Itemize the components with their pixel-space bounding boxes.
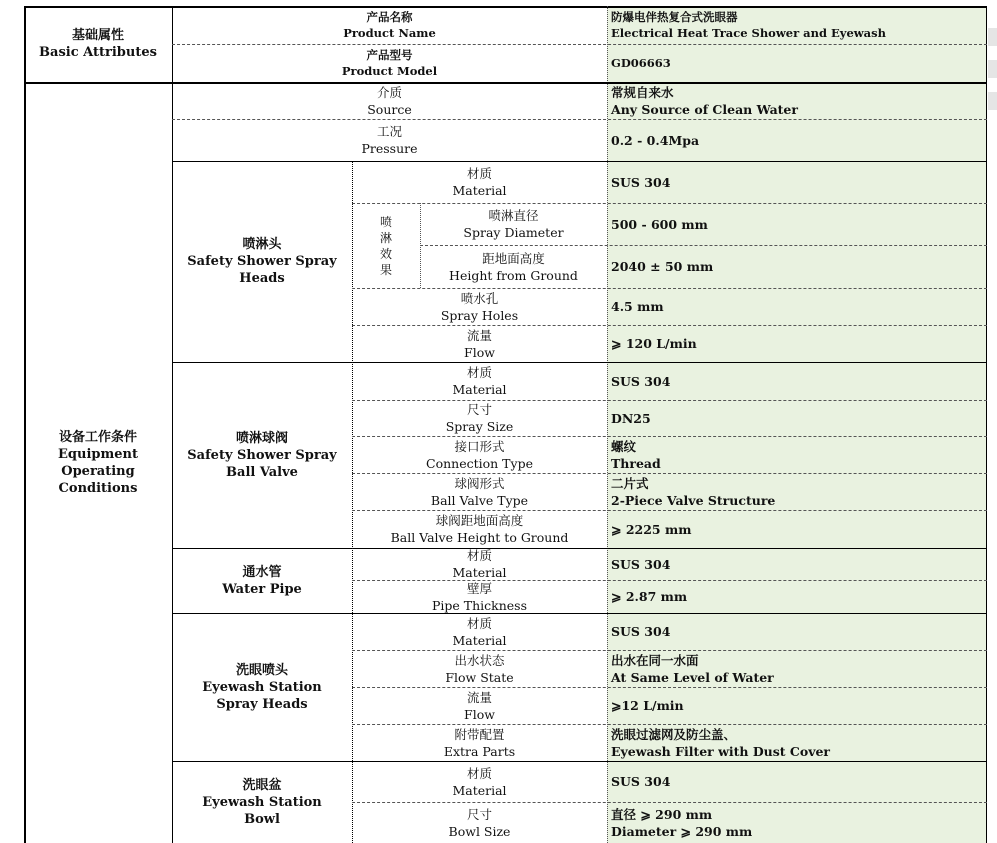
group-label-en-line: Spray Heads — [216, 696, 308, 712]
value-en: At Same Level of Water — [611, 669, 774, 685]
label-bowl-size — [352, 802, 607, 843]
group-label-en-line: Conditions — [58, 480, 138, 496]
group-eyewash-bowl — [172, 761, 352, 843]
table-border — [24, 6, 987, 8]
value-en: Any Source of Clean Water — [611, 101, 798, 117]
label-zh: 材质 — [466, 166, 492, 181]
group-label-en-line: Ball Valve — [226, 464, 298, 480]
group-label-en-line: Bowl — [244, 811, 280, 827]
value-valve-height — [607, 510, 987, 548]
label-en: Ball Valve Type — [430, 492, 529, 508]
value-pipe-thickness — [607, 580, 987, 613]
column-divider — [352, 161, 353, 843]
label-zh: 产品名称 — [366, 10, 413, 24]
group-ball-valve — [172, 362, 352, 548]
group-label-en-line: Eyewash Station — [202, 794, 322, 810]
label-en: Material — [452, 183, 507, 198]
column-divider — [607, 6, 608, 843]
label-en: Bowl Size — [448, 823, 511, 839]
label-en: Material — [452, 782, 507, 798]
effect-char: 果 — [379, 262, 392, 277]
row-divider — [352, 650, 987, 651]
label-zh: 附带配置 — [454, 726, 505, 742]
label-en: Flow — [464, 344, 495, 360]
group-basic-attributes — [24, 6, 172, 82]
group-label-en-line: Eyewash Station — [202, 679, 322, 695]
value-en: 2-Piece Valve Structure — [611, 492, 776, 508]
value-zh: 螺纹 — [611, 438, 637, 454]
label-en: Product Model — [341, 64, 438, 78]
value-shower-height — [607, 245, 987, 288]
group-water-pipe — [172, 548, 352, 613]
table-border — [986, 6, 987, 843]
label-valve-material — [352, 362, 607, 400]
label-valve-size — [352, 400, 607, 436]
label-zh: 材质 — [466, 765, 492, 781]
row-divider — [172, 44, 987, 45]
group-label-zh: 洗眼盆 — [242, 777, 282, 793]
value: 2040 ± 50 mm — [611, 259, 714, 274]
value: ⩾ 120 L/min — [611, 336, 697, 351]
value-bowl-size — [607, 802, 987, 843]
label-zh: 流量 — [466, 689, 492, 705]
row-divider — [352, 203, 987, 204]
label-spray-holes — [352, 288, 607, 325]
value-zh: 防爆电伴热复合式洗眼器 — [611, 10, 738, 24]
group-label-en-line: Safety Shower Spray — [187, 447, 337, 463]
value: SUS 304 — [611, 373, 671, 389]
value-spray-diameter — [607, 203, 987, 245]
group-eyewash-heads — [172, 613, 352, 761]
label-en: Material — [452, 632, 507, 648]
label-en: Source — [367, 101, 412, 117]
group-label-en-line: Equipment — [58, 446, 138, 462]
label-en: Material — [452, 565, 507, 580]
value-zh: 出水在同一水面 — [611, 652, 699, 668]
label-en: Pipe Thickness — [431, 597, 528, 613]
label-eyewash-flow — [352, 687, 607, 724]
value-shower-flow — [607, 325, 987, 362]
label-valve-type — [352, 473, 607, 510]
row-divider — [352, 436, 987, 437]
section-divider — [172, 761, 987, 762]
label-en: Flow State — [445, 669, 514, 685]
group-label-en-line: Operating — [61, 463, 135, 479]
label-en: Extra Parts — [443, 743, 516, 759]
label-spray-diameter — [420, 203, 607, 245]
label-shower-height — [420, 245, 607, 288]
label-en: Spray Diameter — [463, 225, 564, 240]
label-zh: 材质 — [466, 365, 492, 380]
group-label-en: Water Pipe — [222, 581, 302, 597]
row-divider — [352, 580, 987, 581]
label-eyewash-material — [352, 613, 607, 650]
label-zh: 壁厚 — [466, 580, 492, 596]
label-zh: 球阀距地面高度 — [435, 513, 524, 528]
row-divider — [352, 687, 987, 688]
value: 4.5 mm — [611, 299, 664, 314]
value-pipe-material — [607, 548, 987, 580]
group-label-zh: 洗眼喷头 — [235, 662, 288, 678]
value-source — [607, 82, 987, 119]
value-valve-size — [607, 400, 987, 436]
label-en: Height from Ground — [449, 267, 578, 283]
section-divider — [172, 161, 987, 162]
value: ⩾12 L/min — [611, 698, 684, 713]
effect-char: 喷 — [379, 214, 392, 229]
group-label-en-line: Heads — [239, 271, 285, 286]
label-en: Ball Valve Height to Ground — [390, 530, 569, 545]
section-divider — [24, 82, 987, 84]
value-en: Eyewash Filter with Dust Cover — [611, 743, 831, 759]
value: SUS 304 — [611, 774, 671, 789]
value: ⩾ 2225 mm — [611, 521, 692, 537]
label-zh: 球阀形式 — [454, 475, 505, 491]
row-divider — [352, 802, 987, 803]
value-zh: 洗眼过滤网及防尘盖、 — [611, 726, 737, 742]
group-label-en: Basic Attributes — [39, 45, 157, 60]
label-zh: 尺寸 — [466, 402, 492, 417]
label-en: Pressure — [361, 141, 418, 156]
value: 0.2 - 0.4Mpa — [611, 132, 700, 148]
value-en: Diameter ⩾ 290 mm — [611, 823, 753, 839]
shower-effect-label — [352, 203, 420, 288]
label-shower-flow — [352, 325, 607, 362]
label-shower-material — [352, 161, 607, 203]
label-source — [172, 82, 607, 119]
row-divider — [352, 724, 987, 725]
effect-char: 淋 — [379, 230, 392, 245]
label-product-name — [172, 6, 607, 44]
label-bowl-material — [352, 761, 607, 802]
effect-char: 效 — [379, 246, 392, 261]
spec-table — [24, 6, 987, 843]
value-extra-parts — [607, 724, 987, 761]
value-eyewash-flow — [607, 687, 987, 724]
label-zh: 介质 — [376, 84, 402, 100]
label-zh: 工况 — [376, 124, 402, 139]
value: SUS 304 — [611, 174, 671, 190]
value-product-name — [607, 6, 987, 44]
value-shower-material — [607, 161, 987, 203]
value-spray-holes — [607, 288, 987, 325]
value: ⩾ 2.87 mm — [611, 589, 688, 604]
label-zh: 出水状态 — [454, 652, 505, 668]
value: DN25 — [611, 410, 651, 426]
section-divider — [172, 613, 987, 614]
value-product-model — [607, 44, 987, 82]
section-divider — [172, 362, 987, 363]
value: SUS 304 — [611, 624, 671, 639]
value: GD06663 — [611, 56, 671, 70]
label-en: Spray Holes — [440, 307, 519, 323]
group-label-zh: 基础属性 — [71, 28, 124, 43]
label-zh: 接口形式 — [454, 438, 505, 454]
value: 500 - 600 mm — [611, 216, 708, 232]
label-valve-height — [352, 510, 607, 548]
value-pressure — [607, 119, 987, 161]
label-zh: 材质 — [466, 615, 492, 631]
cropped-edge-marker — [988, 60, 997, 78]
value-valve-material — [607, 362, 987, 400]
label-en: Spray Size — [445, 419, 514, 434]
table-border — [24, 6, 26, 843]
label-pipe-thickness — [352, 580, 607, 613]
group-operating-conditions — [24, 82, 172, 843]
row-divider — [420, 245, 987, 246]
label-pressure — [172, 119, 607, 161]
row-divider — [352, 288, 987, 289]
label-en: Product Name — [343, 26, 436, 40]
label-pipe-material — [352, 548, 607, 580]
value-bowl-material — [607, 761, 987, 802]
row-divider — [352, 510, 987, 511]
row-divider — [352, 400, 987, 401]
row-divider — [172, 119, 987, 120]
label-zh: 尺寸 — [466, 806, 492, 822]
label-en: Connection Type — [426, 455, 533, 471]
label-extra-parts — [352, 724, 607, 761]
row-divider — [352, 473, 987, 474]
label-zh: 距地面高度 — [482, 250, 545, 266]
section-divider — [172, 548, 987, 549]
value-flow-state — [607, 650, 987, 687]
column-divider — [420, 203, 421, 288]
column-divider — [172, 6, 173, 843]
label-en: Flow — [464, 706, 495, 722]
group-label-zh: 设备工作条件 — [58, 429, 137, 445]
row-divider — [352, 325, 987, 326]
label-product-model — [172, 44, 607, 82]
label-connection-type — [352, 436, 607, 473]
value-eyewash-material — [607, 613, 987, 650]
value-en: Electrical Heat Trace Shower and Eyewash — [611, 26, 886, 40]
label-en: Material — [452, 382, 507, 397]
value-zh: 二片式 — [611, 475, 649, 491]
label-zh: 材质 — [466, 548, 492, 563]
value: SUS 304 — [611, 556, 671, 572]
label-zh: 流量 — [466, 327, 492, 343]
group-label-en-line: Safety Shower Spray — [187, 254, 337, 269]
group-label-zh: 喷淋球阀 — [235, 430, 288, 446]
cropped-edge-marker — [988, 28, 997, 46]
cropped-edge-marker — [988, 92, 997, 110]
group-label-zh: 喷淋头 — [242, 237, 282, 252]
label-zh: 产品型号 — [366, 48, 413, 62]
group-shower-heads — [172, 161, 352, 362]
value-connection-type — [607, 436, 987, 473]
group-label-zh: 通水管 — [242, 564, 282, 580]
label-zh: 喷水孔 — [460, 290, 499, 306]
label-flow-state — [352, 650, 607, 687]
value-valve-type — [607, 473, 987, 510]
label-zh: 喷淋直径 — [488, 208, 539, 223]
value-zh: 直径 ⩾ 290 mm — [611, 806, 713, 822]
value-en: Thread — [611, 455, 661, 471]
value-zh: 常规自来水 — [611, 84, 674, 100]
